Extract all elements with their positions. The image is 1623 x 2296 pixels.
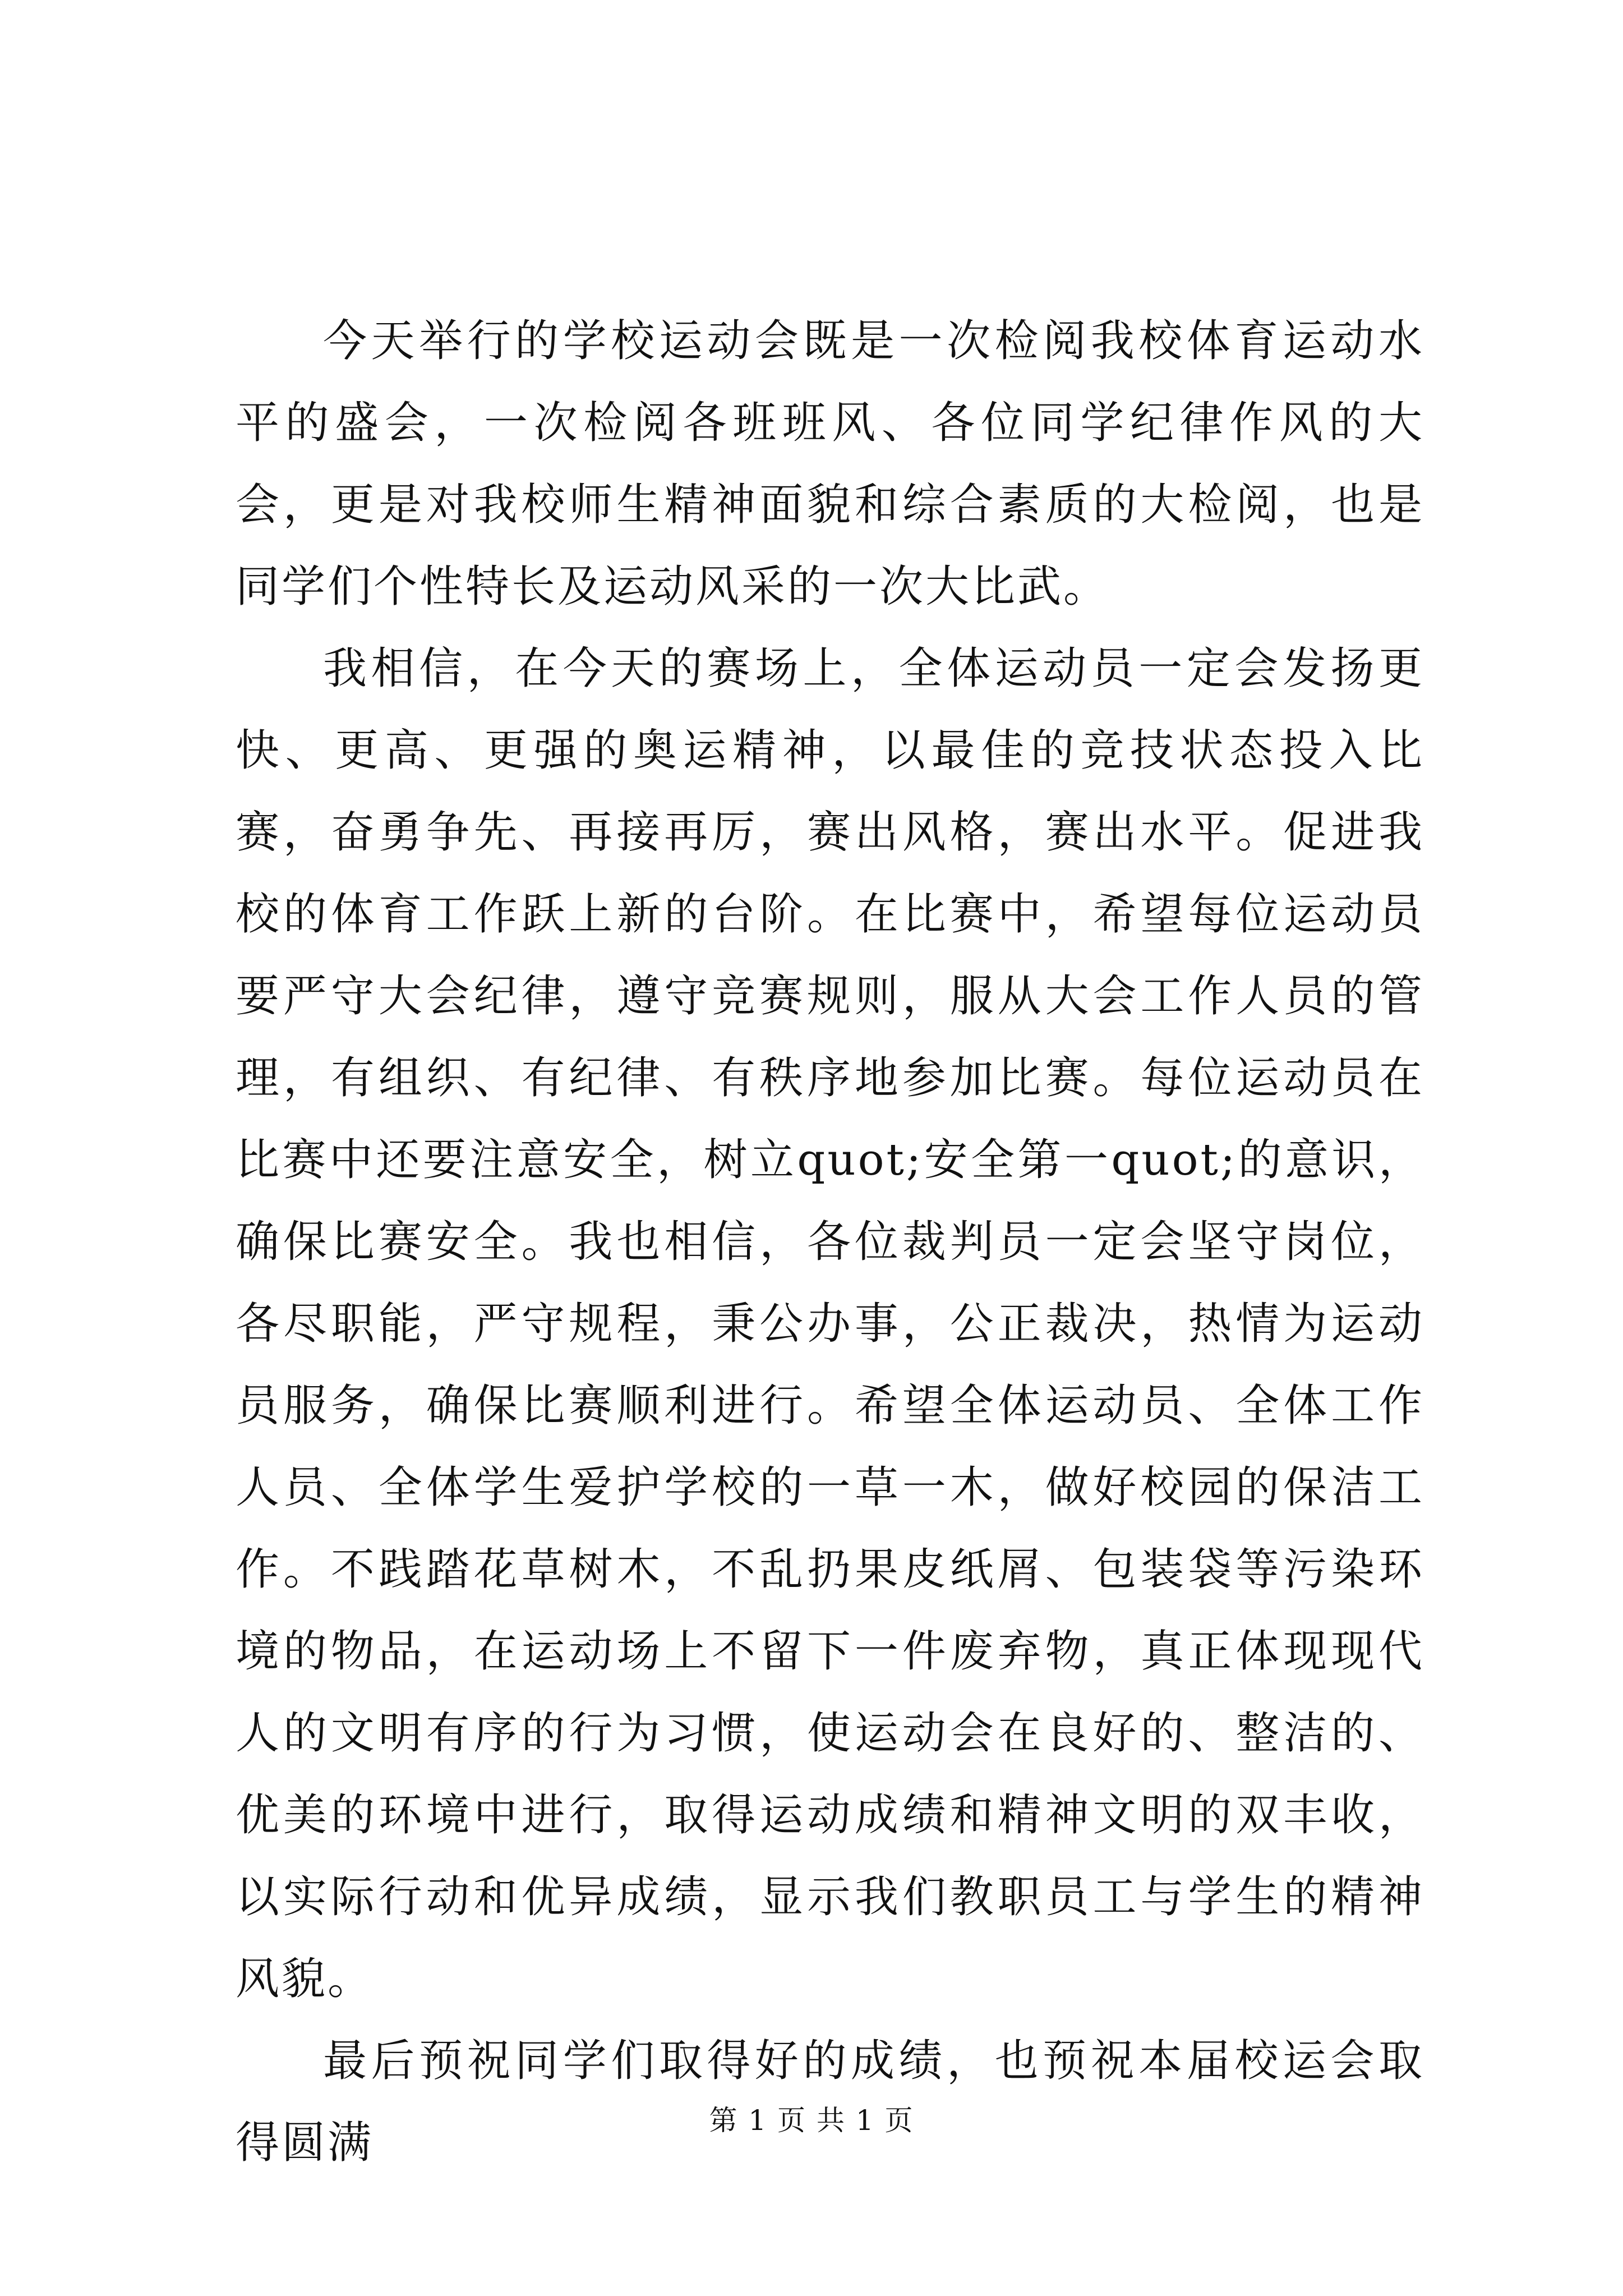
paragraph-opening: 今天举行的学校运动会既是一次检阅我校体育运动水平的盛会，一次检阅各班班风、各位同学纪律作风的大会，更是对我校师生精神面貌和综合素质的大检阅，也是同学们个性特长及运动风采的一次大比武。 xyxy=(236,316,1424,612)
paragraph-closing: 最后预祝同学们取得好的成绩，也预祝本届校运会取得圆满 xyxy=(236,2036,1424,2168)
paragraph-main: 我相信，在今天的赛场上，全体运动员一定会发扬更快、更高、更强的奥运精神，以最佳的竞技状态投入比赛，奋勇争先、再接再厉，赛出风格，赛出水平。促进我校的体育工作跃上新的台阶。在比赛中，希望每位运动员要严守大会纪律，遵守竞赛规则，服从大会工作人员的管理，有组织、有纪律、有秩序地参加比赛。每位运动员在比赛中还要注意安全，树立quot;安全第一quot;的意识，确保比赛安全。我也相信，各位裁判员一定会坚守岗位，各尽职能，严守规程，秉公办事，公正裁决，热情为运动员服务，确保比赛顺利进行。希望全体运动员、全体工作人员、全体学生爱护学校的一草一木，做好校园的保洁工作。不践踏花草树木，不乱扔果皮纸屑、包装袋等污染环境的物品，在运动场上不留下一件废弃物，真正体现现代人的文明有序的行为习惯，使运动会在良好的、整洁的、优美的环境中进行，取得运动成绩和精神文明的双丰收，以实际行动和优异成绩，显示我们教职员工与学生的精神风貌。 xyxy=(236,643,1424,2004)
page-footer: 第 1 页 共 1 页 xyxy=(709,2104,914,2137)
document-body xyxy=(236,300,1424,2184)
